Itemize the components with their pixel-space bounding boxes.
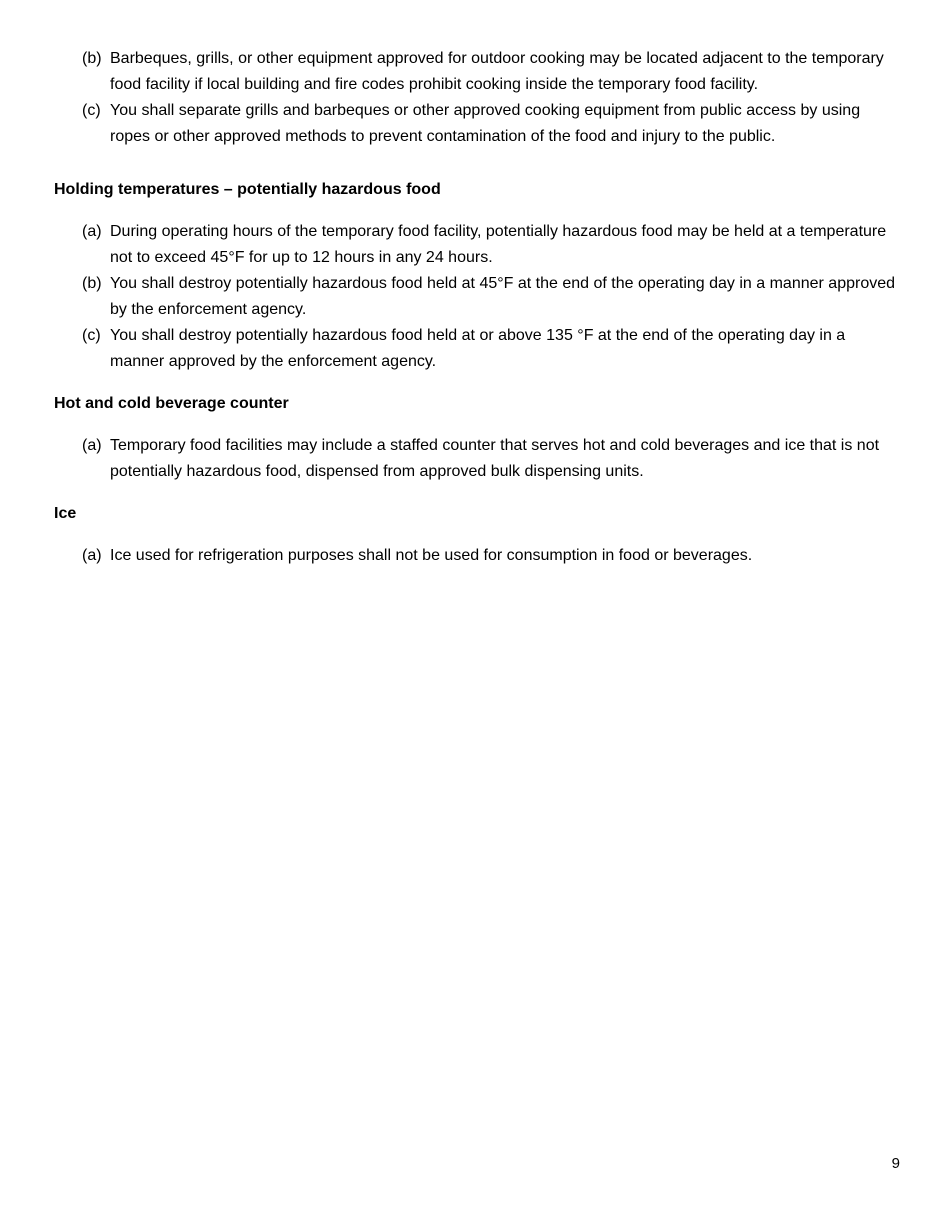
section-heading-beverage-counter: Hot and cold beverage counter bbox=[54, 395, 289, 412]
list-item-text: Temporary food facilities may include a staffed counter that serves hot and cold beverages and ice that is not potentially hazardous food, dispensed from approved bulk dispensing units. bbox=[110, 437, 880, 480]
continued-list bbox=[54, 46, 896, 150]
holding-temperatures-list bbox=[54, 219, 896, 375]
list-item-text: Barbeques, grills, or other equipment approved for outdoor cooking may be located adjacent to the temporary food facility if local building and fire codes prohibit cooking inside the temporary food facility. bbox=[110, 50, 884, 93]
document-body bbox=[54, 46, 896, 569]
list-item bbox=[54, 98, 896, 150]
list-item bbox=[54, 543, 896, 569]
ice-list bbox=[54, 543, 896, 569]
list-item bbox=[54, 433, 896, 485]
list-marker: (a) bbox=[82, 437, 102, 454]
list-marker: (a) bbox=[82, 547, 102, 564]
list-item-text: You shall destroy potentially hazardous food held at or above 135 °F at the end of the operating day in a manner approved by the enforcement agency. bbox=[110, 327, 846, 370]
list-item bbox=[54, 219, 896, 271]
list-marker: (c) bbox=[82, 327, 101, 344]
section-heading-ice: Ice bbox=[54, 505, 77, 522]
list-item-text: Ice used for refrigeration purposes shall not be used for consumption in food or beverages. bbox=[110, 547, 753, 564]
list-item-text: During operating hours of the temporary food facility, potentially hazardous food may be held at a temperature not to exceed 45°F for up to 12 hours in any 24 hours. bbox=[110, 223, 887, 266]
list-item bbox=[54, 323, 896, 375]
list-item bbox=[54, 46, 896, 98]
beverage-counter-list bbox=[54, 433, 896, 485]
list-item bbox=[54, 271, 896, 323]
list-marker: (a) bbox=[82, 223, 102, 240]
list-marker: (c) bbox=[82, 102, 101, 119]
list-marker: (b) bbox=[82, 275, 102, 292]
list-item-text: You shall separate grills and barbeques or other approved cooking equipment from public access by using ropes or other approved methods to prevent contamination of the food and injury to the public. bbox=[110, 102, 861, 145]
page-number: 9 bbox=[891, 1155, 900, 1172]
list-marker: (b) bbox=[82, 50, 102, 67]
section-heading-holding-temperatures: Holding temperatures – potentially hazardous food bbox=[54, 181, 441, 198]
list-item-text: You shall destroy potentially hazardous food held at 45°F at the end of the operating day in a manner approved by the enforcement agency. bbox=[110, 275, 896, 318]
